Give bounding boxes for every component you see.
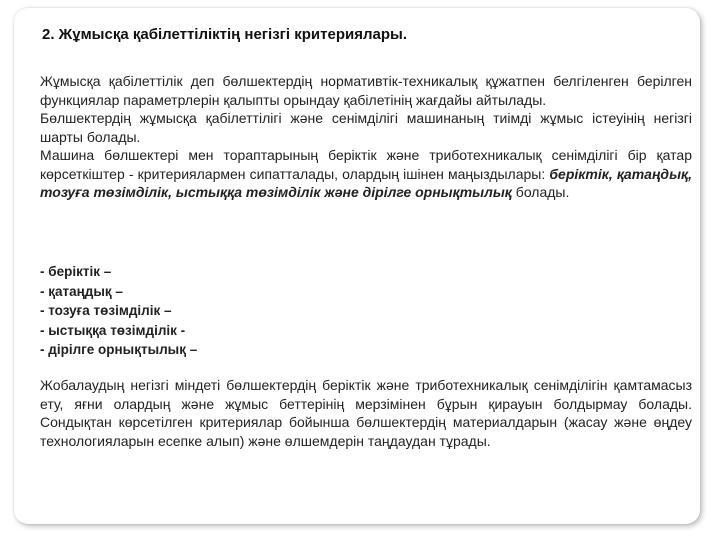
criteria-emphasis: беріктік, қатаңдық, тозуға төзімділік, ыстыққа төзімділік және дірілге орнықтылық [40,165,693,200]
list-item: - қатаңдық – [40,283,123,299]
criteria-list [40,262,440,360]
paragraph-definition: Жұмысқа қабілеттілік деп бөлшектердің нормативтік-техникалық құжатпен белгіленген берілген функциялар параметрлерін қалыпты орындау қабілетінің жағдайы айтылады. [40,73,692,108]
closing-text [40,376,692,450]
slide-title: 2. Жұмысқа қабілеттіліктің негізгі критериялары. [42,26,407,43]
body-text [40,72,692,202]
list-item: - ыстыққа төзімділік - [40,322,186,338]
paragraph-design-task: Жобалаудың негізгі міндеті бөлшектердің беріктік және триботехникалық сенімділігін қамтамасыз ету, яғни олардың және жұмыс беттерінің мерзімінен бұрын қирауын болдырмау болады. Сондықтан көрсетілген критериялар бойынша бөлшектердің материалдарын (жасау және өңдеу технологияларын есепке алып) және өлшемдерін таңдаудан тұрады. [40,377,692,449]
paragraph-condition: Бөлшектердің жұмысқа қабілеттілігі және сенімділігі машинаның тиімді жұмыс істеуінің негізгі шарты болады. [40,110,692,145]
criteria-intro: Машина бөлшектері мен тораптарының беріктік және триботехникалық сенімділігі бір қатар көрсеткіштер - критериялармен сипатталады, олардың ішінен маңыздылары: [40,147,692,182]
criteria-ending: болады. [511,184,570,200]
paragraph-criteria [40,146,692,202]
list-item: - дірілге орнықтылық – [40,342,198,357]
list-item: - тозуға төзімділік – [40,303,172,318]
list-item: - беріктік – [40,264,112,279]
